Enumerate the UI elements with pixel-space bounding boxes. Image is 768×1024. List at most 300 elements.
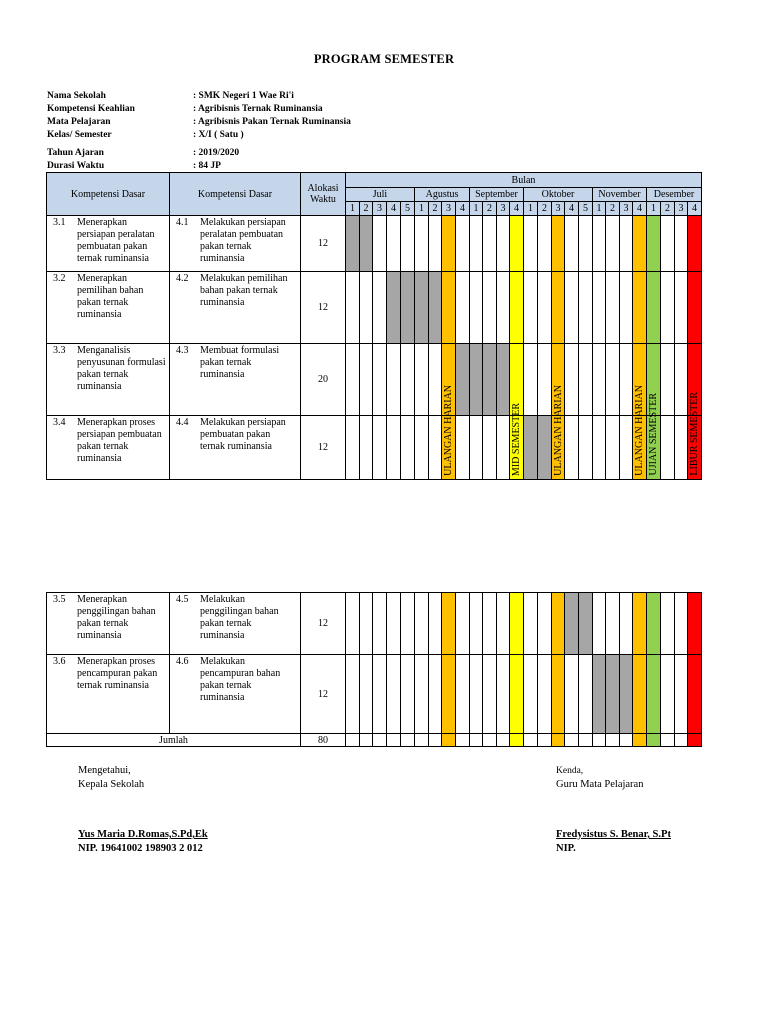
header-week-number: 3 bbox=[620, 202, 633, 216]
week-cell bbox=[633, 385, 647, 480]
header-week-number: 3 bbox=[442, 202, 456, 216]
week-cell bbox=[442, 734, 456, 747]
table-row bbox=[47, 593, 702, 655]
week-cell bbox=[360, 655, 373, 734]
principal-name: Yus Maria D.Romas,S.Pd,Ek bbox=[78, 829, 208, 840]
week-cell bbox=[360, 734, 373, 747]
week-cell bbox=[442, 344, 456, 416]
header-month: Juli bbox=[346, 188, 415, 202]
total-row bbox=[47, 734, 702, 747]
week-cell bbox=[483, 593, 497, 655]
week-cell bbox=[470, 593, 483, 655]
week-cell bbox=[360, 216, 373, 272]
kd-text: Menerapkan penggilingan bahan pakan ternak ruminansia bbox=[77, 594, 156, 641]
header-month: Oktober bbox=[524, 188, 593, 202]
kompetensi-dasar-cell-content bbox=[47, 593, 169, 642]
week-cell bbox=[346, 272, 360, 344]
header-week-number: 3 bbox=[497, 202, 510, 216]
week-cell bbox=[552, 216, 565, 272]
table-row bbox=[47, 416, 702, 480]
week-cell bbox=[373, 655, 387, 734]
kompetensi-dasar-cell bbox=[47, 593, 170, 655]
kd-text: Membuat formulasi pakan ternak ruminansia bbox=[200, 345, 280, 380]
week-cell bbox=[579, 655, 593, 734]
kd-number: 3.3 bbox=[53, 345, 66, 356]
kd-number: 4.2 bbox=[176, 273, 189, 284]
kd-text: Melakukan persiapan pembuatan pakan ternak ruminansia bbox=[200, 417, 286, 452]
week-cell bbox=[429, 416, 442, 480]
week-cell bbox=[483, 216, 497, 272]
kd-text: Melakukan persiapan peralatan pembuatan pakan ternak ruminansia bbox=[200, 217, 286, 264]
week-cell bbox=[593, 655, 606, 734]
info-row bbox=[47, 90, 351, 103]
week-cell bbox=[524, 655, 538, 734]
week-cell bbox=[593, 272, 606, 344]
info-key: Durasi Waktu bbox=[47, 161, 105, 171]
week-cell bbox=[360, 593, 373, 655]
week-cell bbox=[552, 344, 565, 416]
sign-left-line1: Mengetahui, bbox=[78, 765, 131, 776]
kompetensi-dasar-cell-content bbox=[47, 655, 169, 692]
week-cell bbox=[497, 416, 510, 480]
week-cell bbox=[415, 272, 429, 344]
week-cell bbox=[470, 655, 483, 734]
info-key: Mata Pelajaran bbox=[47, 117, 111, 127]
header-week-number: 3 bbox=[552, 202, 565, 216]
signature-left bbox=[78, 764, 208, 856]
kompetensi-dasar-cell-content bbox=[47, 272, 169, 321]
week-cell bbox=[538, 272, 552, 344]
week-cell bbox=[360, 344, 373, 416]
info-row bbox=[47, 103, 351, 116]
week-cell bbox=[429, 655, 442, 734]
alokasi-cell: 12 bbox=[301, 272, 346, 344]
week-cell bbox=[552, 593, 565, 655]
week-cell bbox=[538, 416, 552, 480]
info-value: : 84 JP bbox=[193, 161, 221, 171]
week-cell bbox=[387, 216, 401, 272]
week-cell bbox=[346, 593, 360, 655]
week-cell bbox=[688, 392, 702, 480]
week-cell bbox=[593, 593, 606, 655]
week-cell bbox=[565, 416, 579, 480]
week-cell bbox=[373, 216, 387, 272]
week-cell bbox=[346, 216, 360, 272]
week-cell bbox=[497, 655, 510, 734]
week-cell bbox=[661, 272, 675, 344]
info-row bbox=[47, 147, 239, 160]
week-cell bbox=[429, 344, 442, 416]
week-cell bbox=[633, 655, 647, 734]
week-cell bbox=[620, 734, 633, 747]
kd-text: Menerapkan proses persiapan pembuatan pakan ternak ruminansia bbox=[77, 417, 162, 464]
week-cell bbox=[565, 344, 579, 416]
week-cell bbox=[470, 416, 483, 480]
header-week-number: 1 bbox=[470, 202, 483, 216]
week-cell bbox=[524, 344, 538, 416]
week-cell bbox=[373, 593, 387, 655]
week-cell bbox=[429, 593, 442, 655]
week-cell bbox=[565, 734, 579, 747]
header-week-number: 4 bbox=[688, 202, 702, 216]
kd-number: 3.1 bbox=[53, 217, 66, 228]
week-cell bbox=[688, 593, 702, 655]
kompetensi-keterampilan-cell-content bbox=[170, 593, 300, 642]
week-cell bbox=[647, 734, 661, 747]
header-week-number: 1 bbox=[346, 202, 360, 216]
week-cell bbox=[606, 216, 620, 272]
header-week-number: 4 bbox=[456, 202, 470, 216]
signature-right bbox=[556, 764, 671, 856]
week-cell bbox=[497, 344, 510, 416]
week-cell bbox=[373, 734, 387, 747]
header-month: September bbox=[470, 188, 524, 202]
week-cell bbox=[442, 655, 456, 734]
week-cell bbox=[346, 344, 360, 416]
alokasi-cell: 12 bbox=[301, 593, 346, 655]
week-cell bbox=[647, 393, 661, 480]
week-cell bbox=[661, 216, 675, 272]
sign-right-line2: Guru Mata Pelajaran bbox=[556, 779, 644, 790]
week-cell bbox=[429, 734, 442, 747]
week-cell bbox=[620, 416, 633, 480]
week-cell bbox=[688, 216, 702, 272]
week-cell bbox=[456, 734, 470, 747]
week-cell bbox=[633, 593, 647, 655]
column-label-text: ULANGAN HARIAN bbox=[443, 385, 454, 476]
header-week-number: 2 bbox=[538, 202, 552, 216]
week-cell bbox=[675, 272, 688, 344]
kompetensi-keterampilan-cell bbox=[170, 344, 301, 416]
info-value: : Agribisnis Pakan Ternak Ruminansia bbox=[193, 117, 351, 127]
week-cell bbox=[470, 272, 483, 344]
week-cell bbox=[579, 416, 593, 480]
week-cell bbox=[401, 655, 415, 734]
week-cell bbox=[633, 344, 647, 416]
kd-text: Melakukan pemilihan bahan pakan ternak ruminansia bbox=[200, 273, 288, 308]
week-cell bbox=[552, 655, 565, 734]
week-cell bbox=[620, 344, 633, 416]
kompetensi-keterampilan-cell-content bbox=[170, 416, 300, 453]
kd-number: 3.5 bbox=[53, 594, 66, 605]
week-cell bbox=[456, 655, 470, 734]
kompetensi-dasar-cell bbox=[47, 416, 170, 480]
week-cell bbox=[373, 344, 387, 416]
alokasi-cell: 12 bbox=[301, 216, 346, 272]
week-cell bbox=[510, 734, 524, 747]
teacher-name: Fredysistus S. Benar, S.Pt bbox=[556, 829, 671, 840]
kd-number: 3.2 bbox=[53, 273, 66, 284]
week-cell bbox=[387, 734, 401, 747]
header-week-number: 5 bbox=[401, 202, 415, 216]
week-cell bbox=[552, 385, 565, 480]
header-kompetensi-dasar: Kompetensi Dasar bbox=[47, 173, 170, 216]
kd-number: 3.4 bbox=[53, 417, 66, 428]
week-cell bbox=[373, 272, 387, 344]
kd-text: Menerapkan persiapan peralatan pembuatan pakan ternak ruminansia bbox=[77, 217, 155, 264]
week-cell bbox=[661, 344, 675, 416]
week-cell bbox=[579, 272, 593, 344]
week-cell bbox=[688, 734, 702, 747]
week-cell bbox=[661, 416, 675, 480]
week-cell bbox=[510, 402, 524, 480]
week-cell bbox=[401, 734, 415, 747]
kompetensi-dasar-cell bbox=[47, 272, 170, 344]
week-cell bbox=[647, 655, 661, 734]
header-kompetensi-dasar-2: Kompetensi Dasar bbox=[170, 173, 301, 216]
kompetensi-keterampilan-cell bbox=[170, 655, 301, 734]
week-cell bbox=[456, 272, 470, 344]
kd-text: Melakukan penggilingan bahan pakan ternak ruminansia bbox=[200, 594, 279, 641]
week-cell bbox=[429, 216, 442, 272]
header-week-number: 1 bbox=[647, 202, 661, 216]
week-cell bbox=[661, 734, 675, 747]
week-cell bbox=[360, 416, 373, 480]
week-cell bbox=[415, 655, 429, 734]
alokasi-cell: 12 bbox=[301, 416, 346, 480]
info-key: Kelas/ Semester bbox=[47, 130, 112, 140]
kd-number: 4.1 bbox=[176, 217, 189, 228]
week-cell bbox=[606, 272, 620, 344]
sign-left-line2: Kepala Sekolah bbox=[78, 779, 145, 790]
week-cell bbox=[593, 734, 606, 747]
info-value: : X/I ( Satu ) bbox=[193, 130, 244, 140]
week-cell bbox=[483, 416, 497, 480]
week-cell bbox=[606, 416, 620, 480]
week-cell bbox=[456, 593, 470, 655]
week-cell bbox=[620, 655, 633, 734]
week-cell bbox=[346, 734, 360, 747]
week-cell bbox=[373, 416, 387, 480]
column-label-text: LIBUR SEMESTER bbox=[689, 392, 700, 476]
week-cell bbox=[415, 593, 429, 655]
week-cell bbox=[401, 593, 415, 655]
header-week-number: 2 bbox=[483, 202, 497, 216]
week-cell bbox=[688, 655, 702, 734]
header-week-number: 1 bbox=[524, 202, 538, 216]
total-value: 80 bbox=[301, 734, 346, 747]
alokasi-cell: 20 bbox=[301, 344, 346, 416]
week-cell bbox=[524, 272, 538, 344]
column-label-text: UJIAN SEMESTER bbox=[648, 393, 659, 476]
header-week-number: 2 bbox=[606, 202, 620, 216]
week-cell bbox=[387, 416, 401, 480]
week-cell bbox=[647, 593, 661, 655]
week-cell bbox=[442, 385, 456, 480]
week-cell bbox=[565, 655, 579, 734]
week-cell bbox=[620, 216, 633, 272]
week-cell bbox=[470, 344, 483, 416]
week-cell bbox=[633, 216, 647, 272]
info-row bbox=[47, 116, 351, 129]
header-week-number: 5 bbox=[579, 202, 593, 216]
week-cell bbox=[401, 272, 415, 344]
week-cell bbox=[606, 734, 620, 747]
info-row bbox=[47, 129, 351, 142]
header-week-number: 1 bbox=[593, 202, 606, 216]
week-cell bbox=[565, 216, 579, 272]
week-cell bbox=[675, 416, 688, 480]
week-cell bbox=[346, 655, 360, 734]
alokasi-cell: 12 bbox=[301, 655, 346, 734]
week-cell bbox=[538, 216, 552, 272]
week-cell bbox=[415, 216, 429, 272]
week-cell bbox=[524, 593, 538, 655]
header-week-number: 3 bbox=[373, 202, 387, 216]
week-cell bbox=[675, 655, 688, 734]
header-month: November bbox=[593, 188, 647, 202]
week-cell bbox=[346, 416, 360, 480]
week-cell bbox=[524, 416, 538, 480]
week-cell bbox=[456, 216, 470, 272]
week-cell bbox=[497, 593, 510, 655]
principal-nip: NIP. 19641002 198903 2 012 bbox=[78, 843, 203, 854]
kd-text: Menerapkan pemilihan bahan pakan ternak ruminansia bbox=[77, 273, 144, 320]
week-cell bbox=[552, 272, 565, 344]
week-cell bbox=[470, 216, 483, 272]
kompetensi-dasar-cell-content bbox=[47, 216, 169, 265]
week-cell bbox=[633, 734, 647, 747]
kompetensi-dasar-cell bbox=[47, 655, 170, 734]
kompetensi-keterampilan-cell bbox=[170, 416, 301, 480]
week-cell bbox=[456, 416, 470, 480]
week-cell bbox=[456, 344, 470, 416]
week-cell bbox=[593, 416, 606, 480]
column-label-text: ULANGAN HARIAN bbox=[634, 385, 645, 476]
week-cell bbox=[387, 344, 401, 416]
kompetensi-keterampilan-cell bbox=[170, 593, 301, 655]
header-bulan: Bulan bbox=[346, 173, 702, 188]
week-cell bbox=[538, 734, 552, 747]
kd-number: 4.6 bbox=[176, 656, 189, 667]
week-cell bbox=[538, 344, 552, 416]
week-cell bbox=[429, 272, 442, 344]
week-cell bbox=[593, 216, 606, 272]
week-cell bbox=[606, 655, 620, 734]
week-cell bbox=[675, 593, 688, 655]
week-cell bbox=[510, 593, 524, 655]
kompetensi-keterampilan-cell-content bbox=[170, 344, 300, 381]
week-cell bbox=[483, 344, 497, 416]
teacher-nip: NIP. bbox=[556, 843, 576, 854]
week-cell bbox=[620, 272, 633, 344]
week-cell bbox=[593, 344, 606, 416]
week-cell bbox=[510, 344, 524, 416]
week-cell bbox=[675, 216, 688, 272]
header-week-number: 4 bbox=[633, 202, 647, 216]
week-cell bbox=[442, 216, 456, 272]
kompetensi-keterampilan-cell-content bbox=[170, 655, 300, 704]
header-week-number: 2 bbox=[661, 202, 675, 216]
week-cell bbox=[565, 593, 579, 655]
table-row bbox=[47, 272, 702, 344]
sign-right-line1: Kenda, bbox=[556, 766, 584, 776]
info-value: : SMK Negeri 1 Wae Ri'i bbox=[193, 91, 294, 101]
week-cell bbox=[620, 593, 633, 655]
week-cell bbox=[579, 734, 593, 747]
table-row bbox=[47, 216, 702, 272]
week-cell bbox=[538, 593, 552, 655]
week-cell bbox=[387, 655, 401, 734]
week-cell bbox=[661, 593, 675, 655]
table-row bbox=[47, 655, 702, 734]
week-cell bbox=[483, 272, 497, 344]
week-cell bbox=[401, 344, 415, 416]
kd-number: 4.3 bbox=[176, 345, 189, 356]
semester-program-table bbox=[46, 172, 702, 480]
week-cell bbox=[606, 593, 620, 655]
kd-number: 4.5 bbox=[176, 594, 189, 605]
header-week-number: 4 bbox=[387, 202, 401, 216]
week-cell bbox=[688, 272, 702, 344]
kd-text: Melakukan pencampuran bahan pakan ternak ruminansia bbox=[200, 656, 281, 703]
header-week-number: 2 bbox=[429, 202, 442, 216]
week-cell bbox=[524, 734, 538, 747]
week-cell bbox=[524, 216, 538, 272]
week-cell bbox=[401, 416, 415, 480]
info-value: : 2019/2020 bbox=[193, 148, 240, 158]
header-month: Desember bbox=[647, 188, 702, 202]
week-cell bbox=[387, 593, 401, 655]
week-cell bbox=[565, 272, 579, 344]
week-cell bbox=[401, 216, 415, 272]
semester-program-table-continued bbox=[46, 592, 702, 747]
week-cell bbox=[647, 216, 661, 272]
week-cell bbox=[442, 272, 456, 344]
header-month: Agustus bbox=[415, 188, 470, 202]
week-cell bbox=[497, 272, 510, 344]
week-cell bbox=[647, 344, 661, 416]
kd-text: Menerapkan proses pencampuran pakan ternak ruminansia bbox=[77, 656, 158, 691]
header-alokasi-waktu: Alokasi Waktu bbox=[301, 173, 346, 216]
info-key: Tahun Ajaran bbox=[47, 148, 104, 158]
week-cell bbox=[483, 655, 497, 734]
week-cell bbox=[675, 344, 688, 416]
kompetensi-keterampilan-cell-content bbox=[170, 216, 300, 265]
page-title: PROGRAM SEMESTER bbox=[313, 52, 455, 66]
school-info-2 bbox=[47, 147, 239, 173]
header-week-number: 4 bbox=[510, 202, 524, 216]
week-cell bbox=[387, 272, 401, 344]
week-cell bbox=[633, 272, 647, 344]
week-cell bbox=[510, 272, 524, 344]
week-cell bbox=[606, 344, 620, 416]
week-cell bbox=[415, 734, 429, 747]
header-week-number: 2 bbox=[360, 202, 373, 216]
school-info bbox=[47, 90, 351, 142]
week-cell bbox=[470, 734, 483, 747]
week-cell bbox=[579, 344, 593, 416]
week-cell bbox=[647, 272, 661, 344]
kompetensi-dasar-cell-content bbox=[47, 344, 169, 393]
week-cell bbox=[675, 734, 688, 747]
header-week-number: 3 bbox=[675, 202, 688, 216]
info-key: Nama Sekolah bbox=[47, 91, 106, 101]
table-row bbox=[47, 344, 702, 416]
total-label: Jumlah bbox=[47, 734, 301, 747]
kd-number: 4.4 bbox=[176, 417, 189, 428]
kd-number: 3.6 bbox=[53, 656, 66, 667]
week-cell bbox=[510, 655, 524, 734]
kompetensi-keterampilan-cell bbox=[170, 272, 301, 344]
column-label-text: ULANGAN HARIAN bbox=[552, 385, 564, 476]
header-week-number: 4 bbox=[565, 202, 579, 216]
column-label-text: MID SEMESTER bbox=[511, 402, 522, 476]
kompetensi-dasar-cell bbox=[47, 216, 170, 272]
week-cell bbox=[497, 216, 510, 272]
week-cell bbox=[442, 593, 456, 655]
week-cell bbox=[510, 216, 524, 272]
